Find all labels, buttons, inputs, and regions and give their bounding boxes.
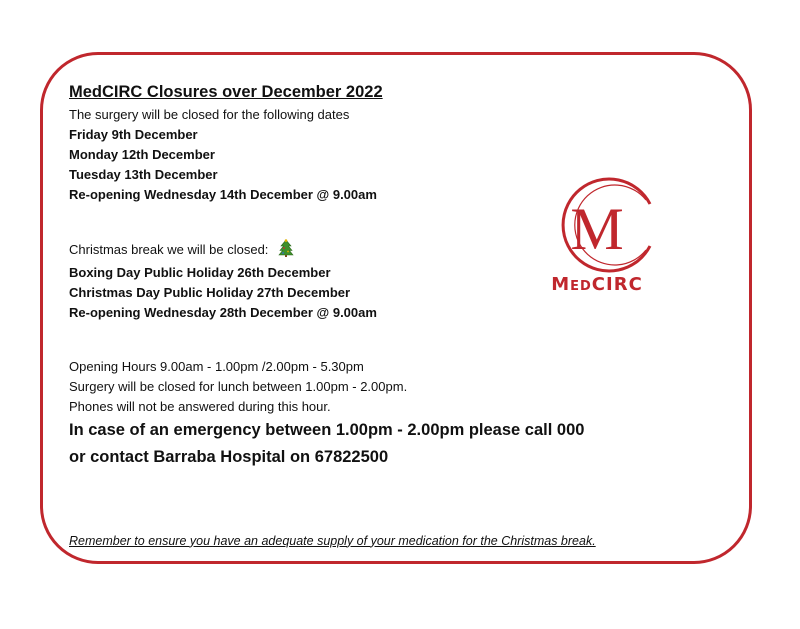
emergency-line: In case of an emergency between 1.00pm - 2.00pm please call 000 — [69, 421, 585, 439]
logo-wordmark-part: CIRC — [591, 274, 643, 295]
christmas-tree-icon — [278, 239, 294, 263]
opening-hours: Opening Hours 9.00am - 1.00pm /2.00pm - 5.30pm — [69, 359, 364, 374]
christmas-date: Boxing Day Public Holiday 26th December — [69, 265, 331, 280]
christmas-date: Christmas Day Public Holiday 27th December — [69, 285, 351, 300]
closure-date: Tuesday 13th December — [69, 167, 218, 182]
christmas-intro: Christmas break we will be closed: — [69, 242, 269, 257]
closure-date: Friday 9th December — [69, 127, 198, 142]
medication-reminder: Remember to ensure you have an adequate supply of your medication for the Christmas break. — [69, 533, 596, 548]
logo-emblem-icon — [532, 176, 662, 274]
logo-wordmark — [532, 274, 662, 295]
phones-notice: Phones will not be answered during this hour. — [69, 399, 331, 414]
medcirc-logo — [532, 176, 662, 301]
closure-date: Monday 12th December — [69, 147, 215, 162]
notice-title: MedCIRC Closures over December 2022 — [69, 83, 383, 101]
logo-letter: M — [570, 196, 624, 262]
logo-wordmark-part: ED — [570, 279, 592, 294]
logo-wordmark-initial: M — [551, 274, 571, 295]
lunch-closure: Surgery will be closed for lunch between 1.00pm - 2.00pm. — [69, 379, 408, 394]
christmas-reopening: Re-opening Wednesday 28th December @ 9.00am — [69, 305, 377, 320]
closure-reopening: Re-opening Wednesday 14th December @ 9.00am — [69, 187, 377, 202]
closure-intro: The surgery will be closed for the following dates — [69, 107, 350, 122]
emergency-line: or contact Barraba Hospital on 67822500 — [69, 448, 389, 466]
